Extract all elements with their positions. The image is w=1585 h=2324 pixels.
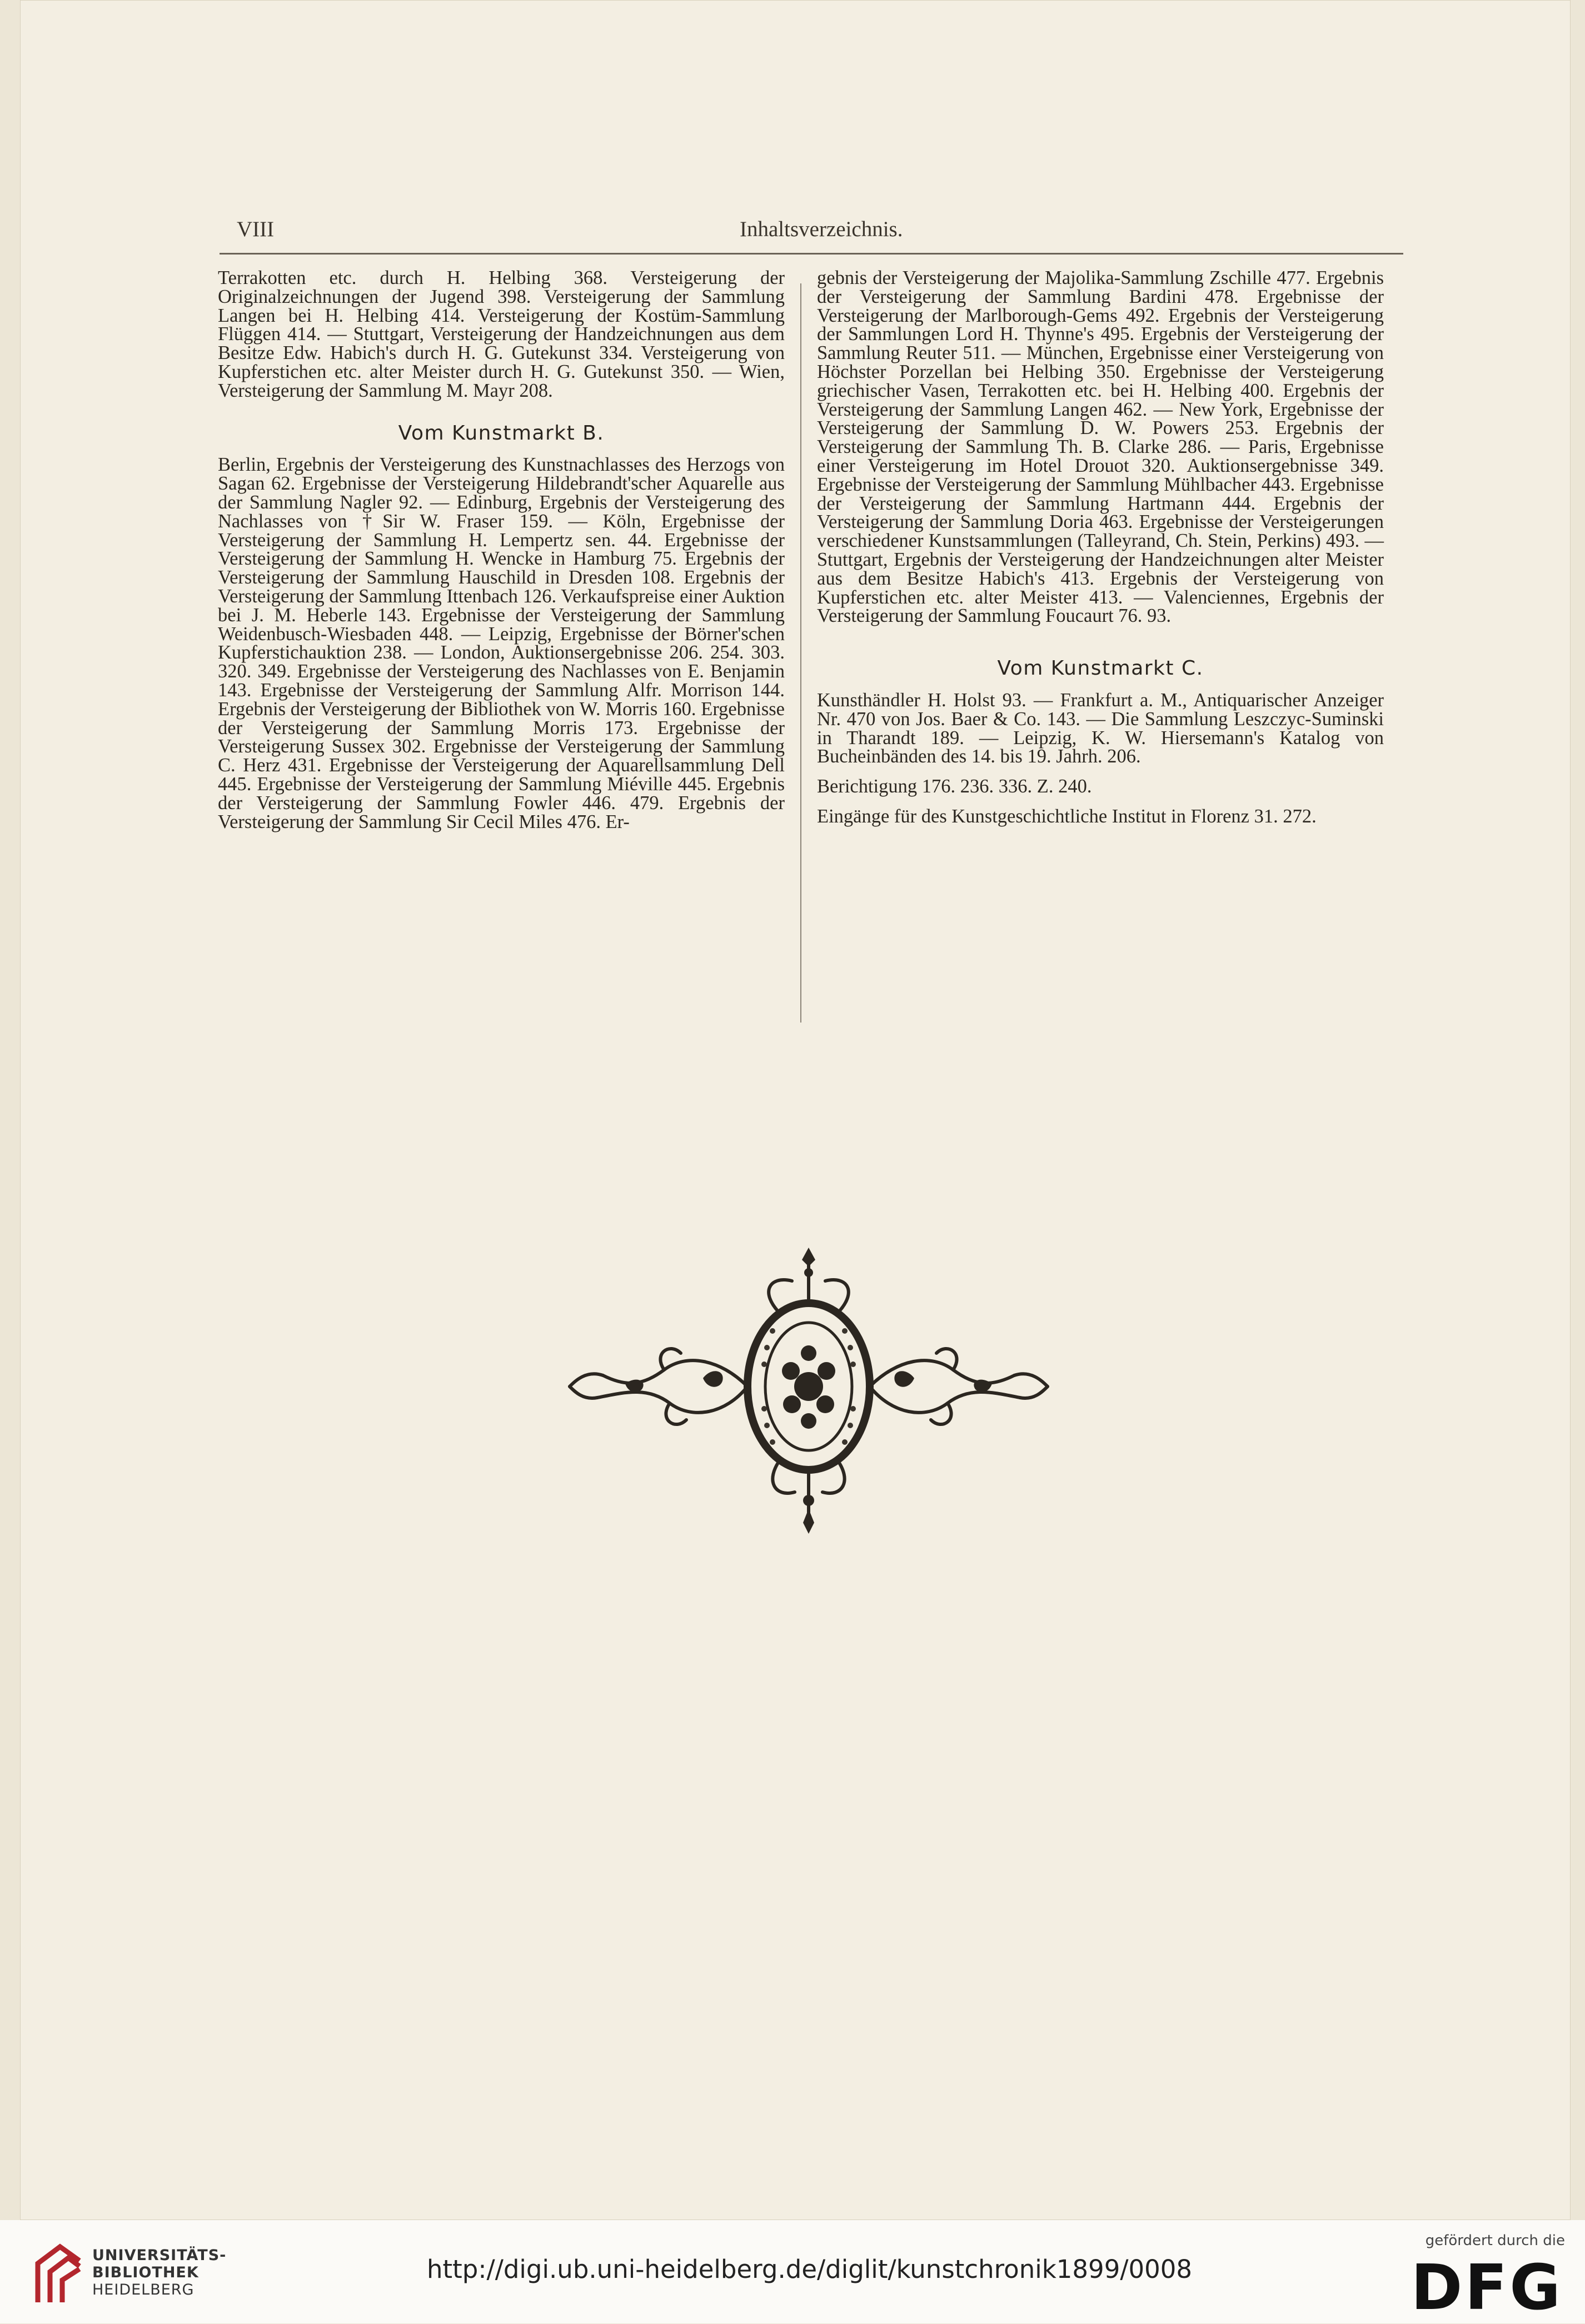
floral-vignette-ornament [559,1248,1059,1537]
digitization-footer [0,2220,1585,2323]
eingaenge-entry: Eingänge für des Kunstgeschichtliche Institut in Florenz 31. 272. [817,805,1317,827]
header-rule [220,253,1403,255]
section-b-paragraph: Berlin, Ergebnis der Versteigerung des Kunstnachlasses des Herzogs von Sagan 62. Ergebnisse der Versteigerung Hildebrandt'scher Aquarelle aus der Sammlung Nagler 92. — Edinburg, Ergebnis der Versteigerung des Nachlasses von †Sir W. Fraser 159. — Köln, Ergebnisse der Versteigerung der Sammlung H. Lempertz sen. 44. Ergebnisse der Versteigerung der Sammlung H. Wencke in Hamburg 75. Ergebnis der Versteigerung der Sammlung Hauschild in Dresden 108. Ergebnis der Versteigerung der Sammlung Ittenbach 126. Verkaufspreise einer Auktion bei J. M. Heberle 143. Ergebnisse der Versteigerung der Sammlung Weidenbusch-Wiesbaden 448. — Leipzig, Ergebnisse der Börner'schen Kupferstichauktion 238. — London, Auktionsergebnisse 206. 254. 303. 320. 349. Ergebnisse der Versteigerung des Nachlasses von E. Benjamin 143. Ergebnisse der Versteigerung der Sammlung Alfr. Morrison 144. Ergebnis der Versteigerung der Bibliothek von W. Morris 160. Ergebnisse der Versteigerung der Sammlung Morris 173. Ergebnisse der Versteigerung Sussex 302. Ergebnisse der Versteigerung der Sammlung C. Herz 431. Ergebnisse der Versteigerung der Aquarellsammlung Dell 445. Ergebnisse der Versteigerung der Sammlung Miéville 445. Ergebnis der Versteigerung der Sammlung Fowler 446. 479. Ergebnis der Versteigerung der Sammlung Sir Cecil Miles 476. Er- [218,454,785,832]
dfg-logo: DFG [1410,2252,1563,2324]
library-name [92,2247,226,2298]
column-divider [800,283,801,1023]
section-c-paragraph: Kunsthändler H. Holst 93. — Frankfurt a. M., Antiquarischer Anzeiger Nr. 470 von Jos. Baer & Co. 143. — Die Sammlung Leszczyc-Suminski in Tharandt 189. — Leipzig, K. W. Hiersemann's Katalog von Bucheinbänden des 14. bis 19. Jahrh. 206. [817,689,1384,767]
permalink-url[interactable]: http://digi.ub.uni-heidelberg.de/diglit/kunstchronik1899/0008 [427,2255,1193,2284]
section-heading-b: Vom Kunstmarkt B. [398,421,605,445]
berichtigung-entry: Berichtigung 176. 236. 336. Z. 240. [817,776,1092,797]
right-column [817,269,1384,826]
right-continuation-paragraph: gebnis der Versteigerung der Majolika-Sammlung Zschille 477. Ergebnis der Versteigerung der Sammlung Bardini 478. Ergebnisse der Versteigerung der Marlborough-Gems 492. Ergebnis der Versteigerung der Sammlungen Lord H. Thynne's 495. Ergebnis der Versteigerung der Sammlung Reuter 511. — München, Ergebnisse einer Versteigerung von Höchster Porzellan bei Helbing 350. Ergebnisse der Versteigerung griechischer Vasen, Terrakotten etc. bei H. Helbing 400. Ergebnis der Versteigerung der Sammlung Langen 462. — New York, Ergebnisse der Versteigerung der Sammlung D. W. Powers 253. Ergebnis der Versteigerung der Sammlung Th. B. Clarke 286. — Paris, Ergebnisse einer Versteigerung im Hotel Drouot 320. Auktionsergebnisse 349. Ergebnisse der Versteigerung der Sammlung Mühlbacher 443. Ergebnisse der Versteigerung der Sammlung Hartmann 444. Ergebnis der Versteigerung der Sammlung Doria 463. Ergebnisse der Versteigerungen verschiedener Kunstsammlungen (Talleyrand, Ch. Stein, Perkins) 493. — Stuttgart, Ergebnis der Versteigerung der Handzeichnungen alter Meister aus dem Besitze Habich's 413. Ergebnis der Versteigerung von Kupferstichen etc. alter Meister 413. — Valenciennes, Ergebnis der Versteigerung der Sammlung Foucaurt 76. 93. [817,267,1384,627]
left-intro-paragraph: Terrakotten etc. durch H. Helbing 368. Versteigerung der Originalzeichnungen der Jugend 398. Versteigerung der Sammlung Langen bei H. Helbing 414. Versteigerung der Kostüm-Sammlung Flüggen 414. — Stuttgart, Versteigerung der Handzeichnungen aus dem Besitze Edw. Habich's durch H. G. Gutekunst 334. Versteigerung von Kupferstichen etc. alter Meister durch H. G. Gutekunst 350. — Wien, Versteigerung der Sammlung M. Mayr 208. [218,267,785,401]
library-name-line3: HEIDELBERG [92,2281,195,2298]
funded-by-label: gefördert durch die [1425,2232,1565,2249]
running-title: Inhaltsverzeichnis. [740,217,903,241]
left-column [218,269,785,831]
university-library-logo-icon [27,2241,88,2308]
library-name-line1: UNIVERSITÄTS- [92,2247,227,2264]
page-number: VIII [237,217,275,241]
section-heading-c: Vom Kunstmarkt C. [997,657,1204,680]
library-name-line2: BIBLIOTHEK [92,2264,199,2281]
